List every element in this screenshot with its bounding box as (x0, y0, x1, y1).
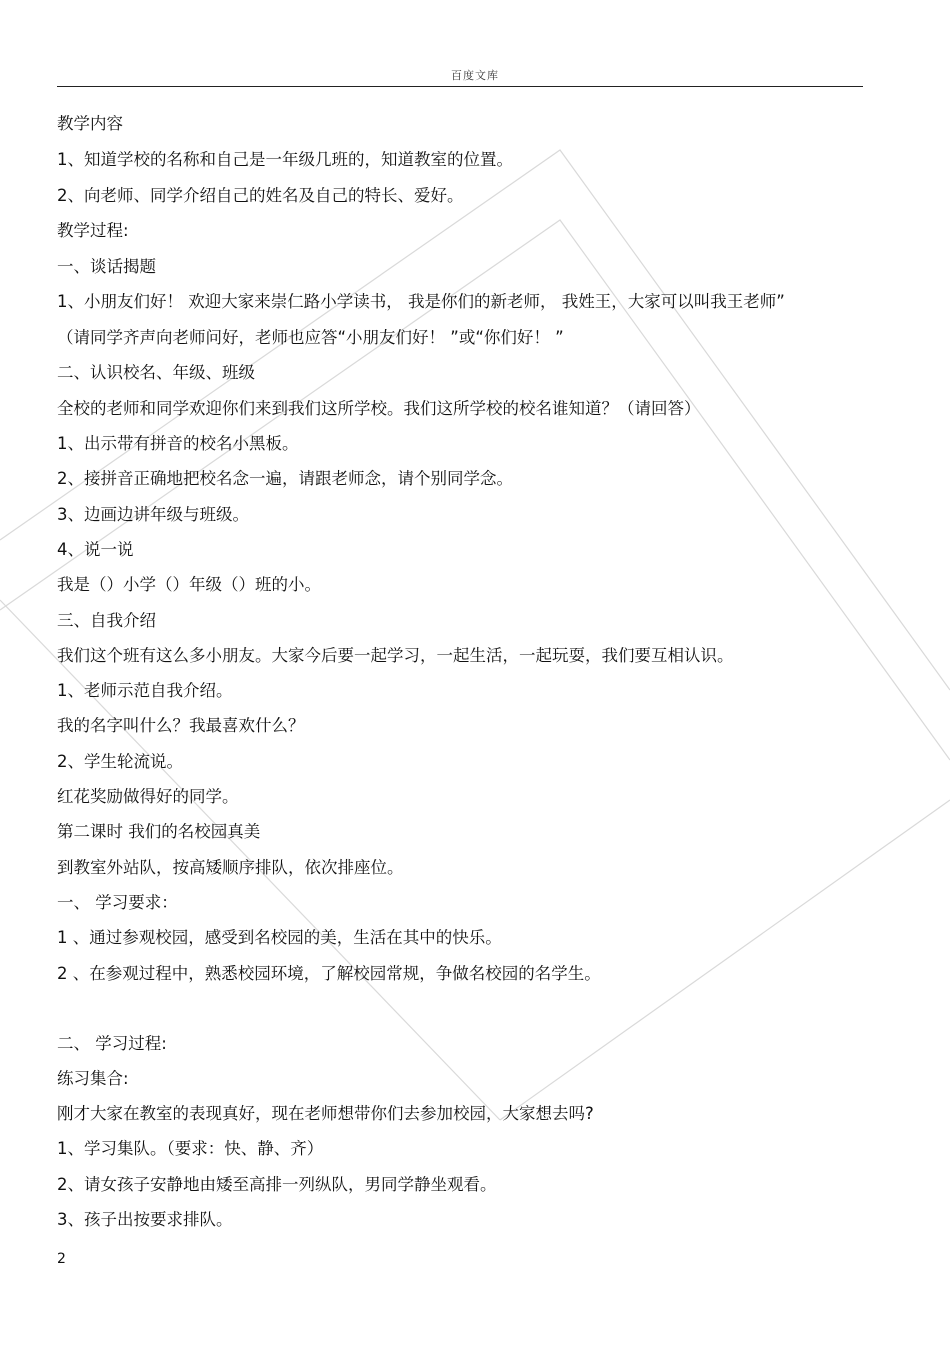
text-line: 3、边画边讲年级与班级。 (57, 505, 249, 524)
text-line: （请同学齐声向老师问好，老师也应答“小朋友们好！ ”或“你们好！ ” (57, 328, 564, 347)
text-line: 练习集合: (57, 1069, 129, 1088)
text-line: 到教室外站队，按高矮顺序排队，依次排座位。 (57, 858, 404, 877)
lesson-title: 第二课时 我们的名校园真美 (57, 822, 261, 841)
text-line: 2、请女孩子安静地由矮至高排一列纵队，男同学静坐观看。 (57, 1175, 497, 1194)
text-line: 2、学生轮流说。 (57, 752, 183, 771)
heading-teaching-content: 教学内容 (57, 114, 123, 133)
text-line: 2、接拼音正确地把校名念一遍，请跟老师念，请个别同学念。 (57, 469, 513, 488)
text-line: 1、出示带有拼音的校名小黑板。 (57, 434, 299, 453)
text-line: 1、小朋友们好！ 欢迎大家来崇仁路小学读书， 我是你们的新老师， 我姓王，大家可以叫我王老师” (57, 292, 785, 311)
section-heading: 一、谈话揭题 (57, 257, 156, 276)
text-line: 1、知道学校的名称和自己是一年级几班的，知道教室的位置。 (57, 150, 513, 169)
text-line: 红花奖励做得好的同学。 (57, 787, 239, 806)
text-line: 4、说一说 (57, 540, 134, 559)
section-heading: 三、自我介绍 (57, 611, 156, 630)
text-line: 刚才大家在教室的表现真好，现在老师想带你们去参加校园，大家想去吗? (57, 1104, 594, 1123)
text-line: 2、向老师、同学介绍自己的姓名及自己的特长、爱好。 (57, 186, 464, 205)
text-line: 全校的老师和同学欢迎你们来到我们这所学校。我们这所学校的校名谁知道？（请回答） (57, 399, 701, 418)
text-line: 2 、在参观过程中，熟悉校园环境，了解校园常规，争做名校园的名学生。 (57, 964, 601, 983)
text-line: 1、老师示范自我介绍。 (57, 681, 233, 700)
section-heading: 一、 学习要求： (57, 893, 178, 912)
page-number: 2 (57, 1251, 66, 1267)
section-heading: 二、认识校名、年级、班级 (57, 363, 255, 382)
header-divider (57, 86, 863, 87)
text-line: 我是（）小学（）年级（）班的小。 (57, 575, 321, 594)
section-heading: 二、 学习过程: (57, 1034, 167, 1053)
text-line: 1 、通过参观校园，感受到名校园的美，生活在其中的快乐。 (57, 928, 502, 947)
header-label: 百度文库 (451, 69, 499, 82)
text-line: 1、学习集队。（要求：快、静、齐） (57, 1139, 324, 1158)
text-line: 我的名字叫什么？我最喜欢什么？ (57, 716, 305, 735)
text-line: 3、孩子出按要求排队。 (57, 1210, 233, 1229)
heading-teaching-process: 教学过程: (57, 221, 129, 240)
text-line: 我们这个班有这么多小朋友。大家今后要一起学习，一起生活，一起玩耍，我们要互相认识。 (57, 646, 734, 665)
